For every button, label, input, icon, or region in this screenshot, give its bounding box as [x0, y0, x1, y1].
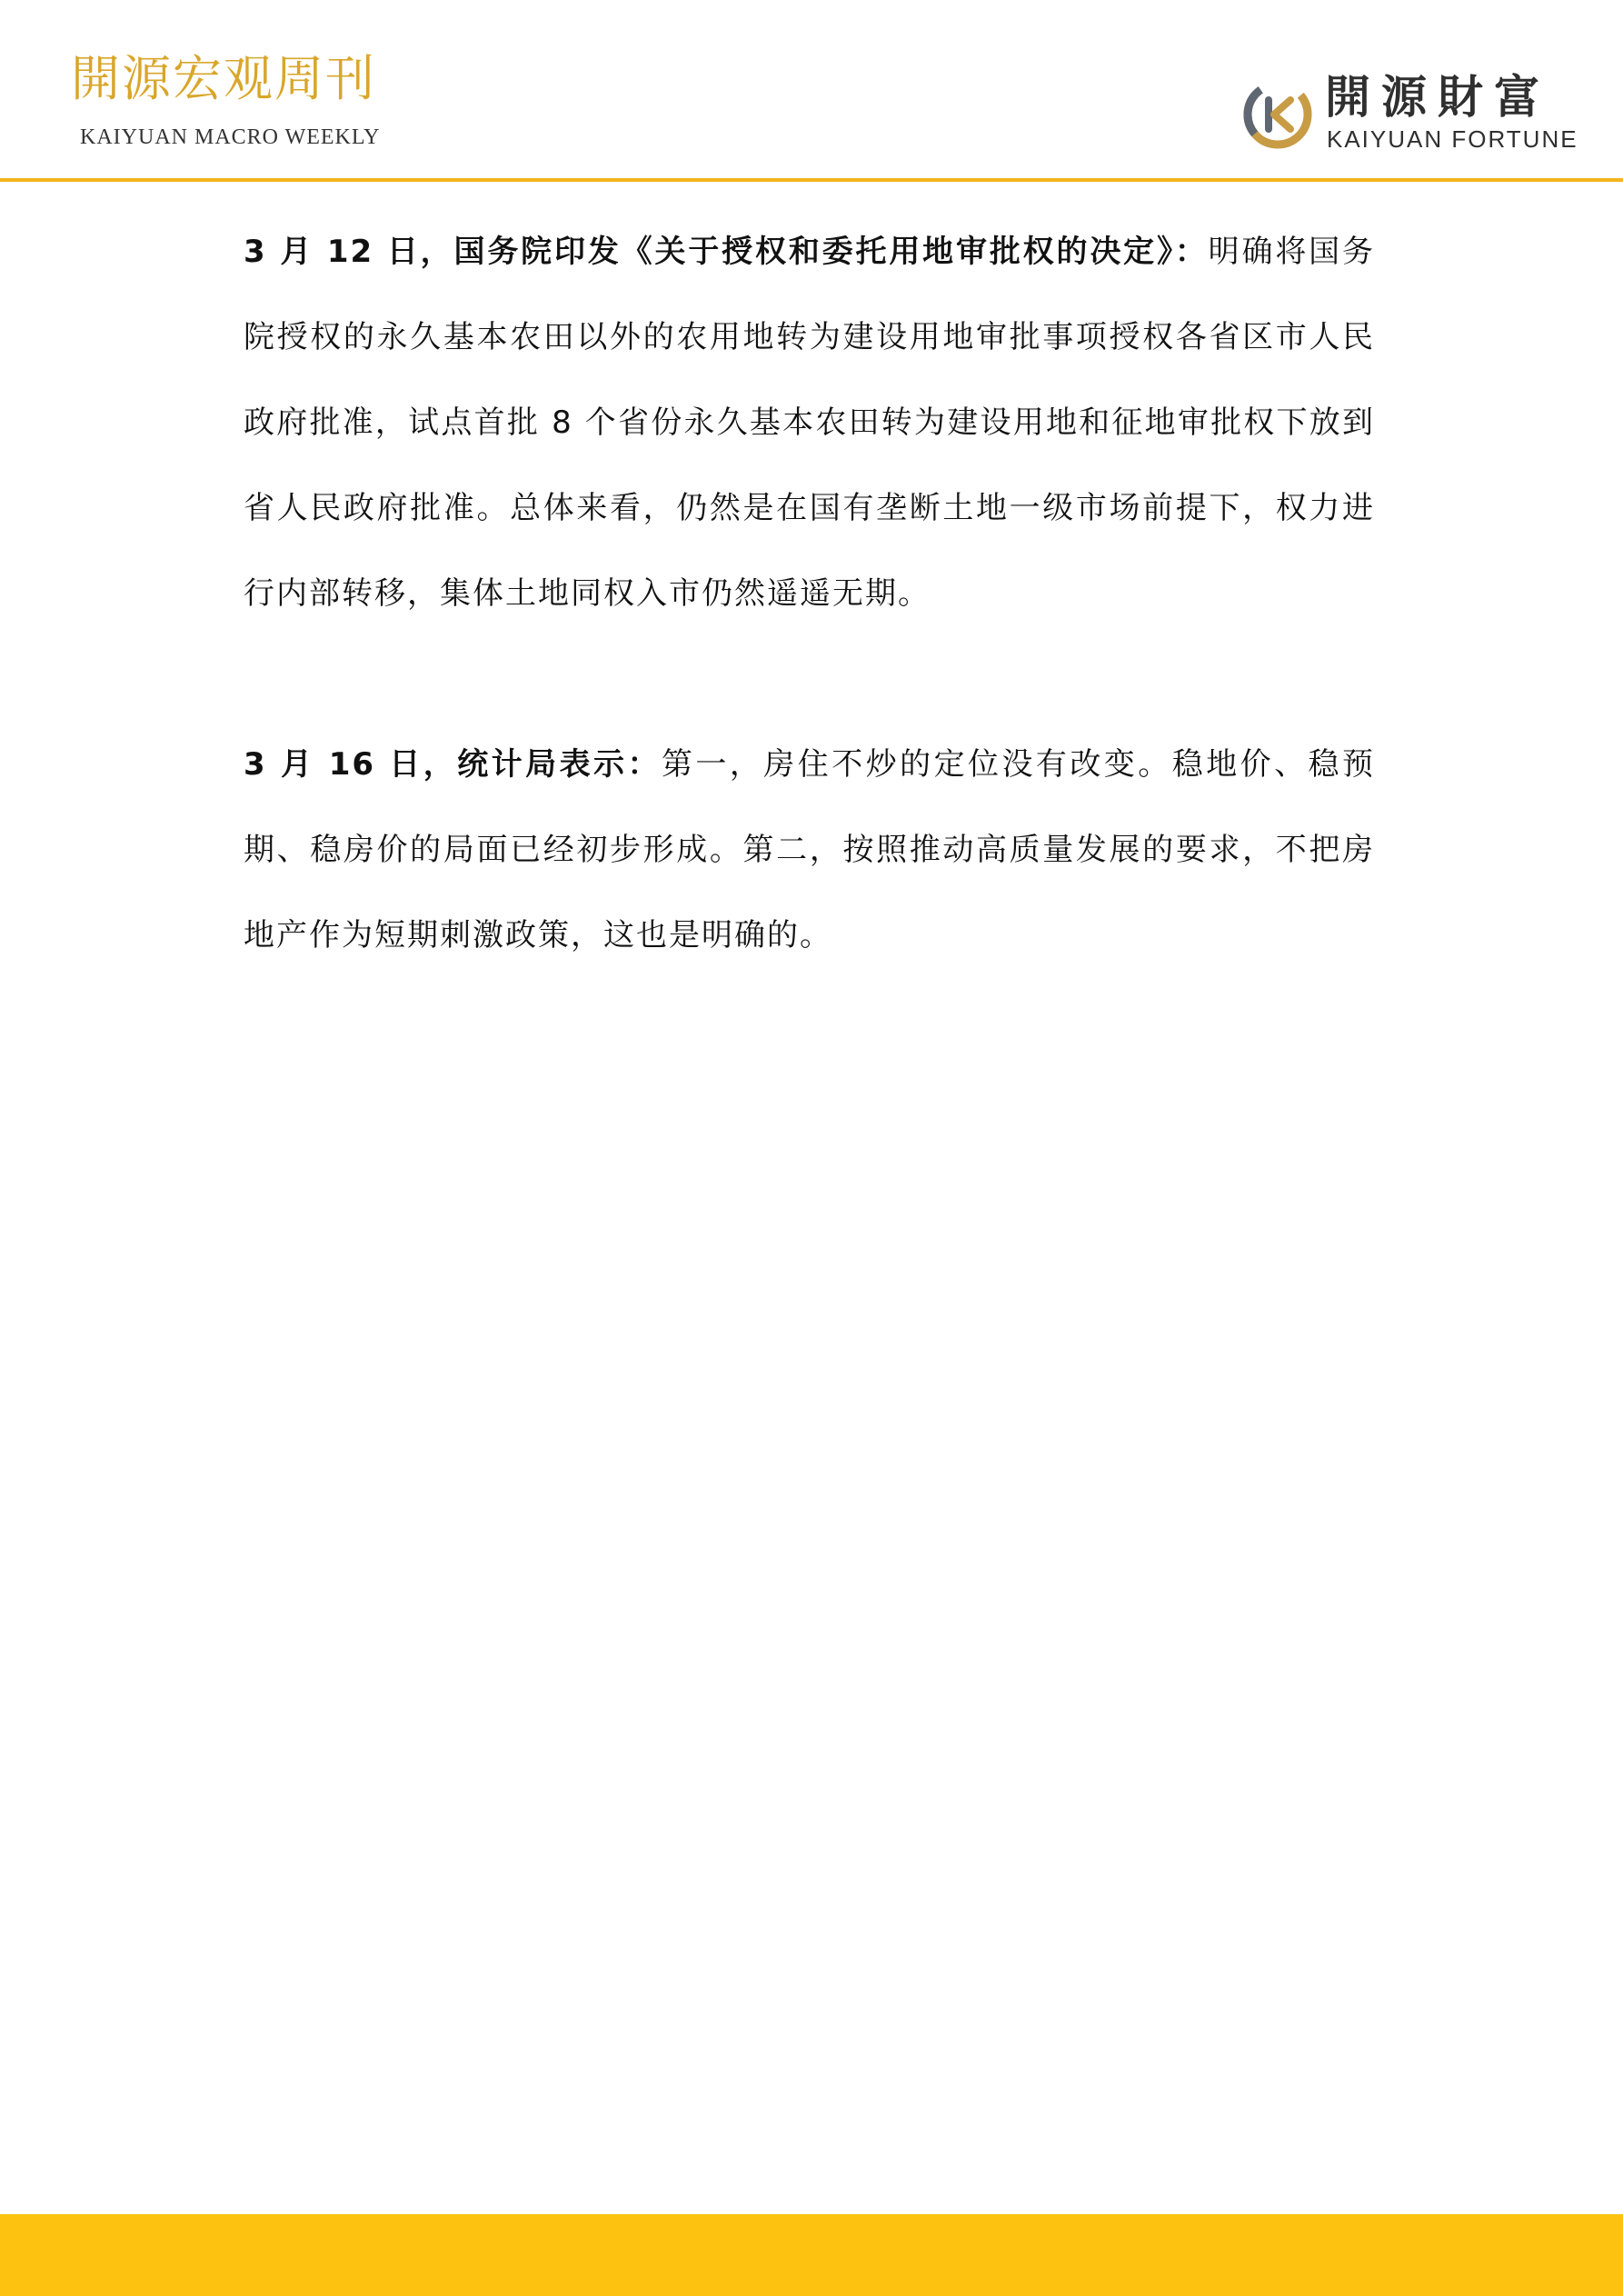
paragraph-text: 第一，房住不炒的定位没有改变。稳地价、稳预期、稳房价的局面已经初步形成。第二，按照推动高质量发展的要求，不把房地产作为短期刺激政策，这也是明确的。 — [244, 746, 1376, 953]
header-divider — [0, 178, 1623, 182]
page-header — [0, 0, 1623, 182]
paragraph-lead: 3 月 16 日，统计局表示： — [244, 746, 662, 783]
publication-title: 開源宏观周刊 — [71, 50, 376, 107]
news-paragraph — [244, 209, 1375, 636]
paragraph-text: 明确将国务院授权的永久基本农田以外的农用地转为建设用地审批事项授权各省区市人民政府批准，试点首批 8 个省份永久基本农田转为建设用地和征地审批权下放到省人民政府批准。总体来看，仍然是在国有垄断土地一级市场前提下，权力进行内部转移，集体土地同权入市仍然遥遥无期。 — [244, 234, 1376, 612]
footer-bar — [0, 2214, 1623, 2296]
news-paragraph — [244, 722, 1375, 978]
logo-name-cn: 開源財富 — [1325, 71, 1550, 124]
paragraph-lead: 3 月 12 日，国务院印发《关于授权和委托用地审批权的决定》： — [244, 234, 1209, 270]
logo-name-en: KAIYUAN FORTUNE — [1327, 125, 1578, 153]
article-body — [244, 209, 1375, 1063]
brand-logo — [1241, 71, 1578, 162]
publication-subtitle: KAIYUAN MACRO WEEKLY — [80, 125, 381, 149]
kaiyuan-k-logo-icon — [1241, 78, 1314, 151]
